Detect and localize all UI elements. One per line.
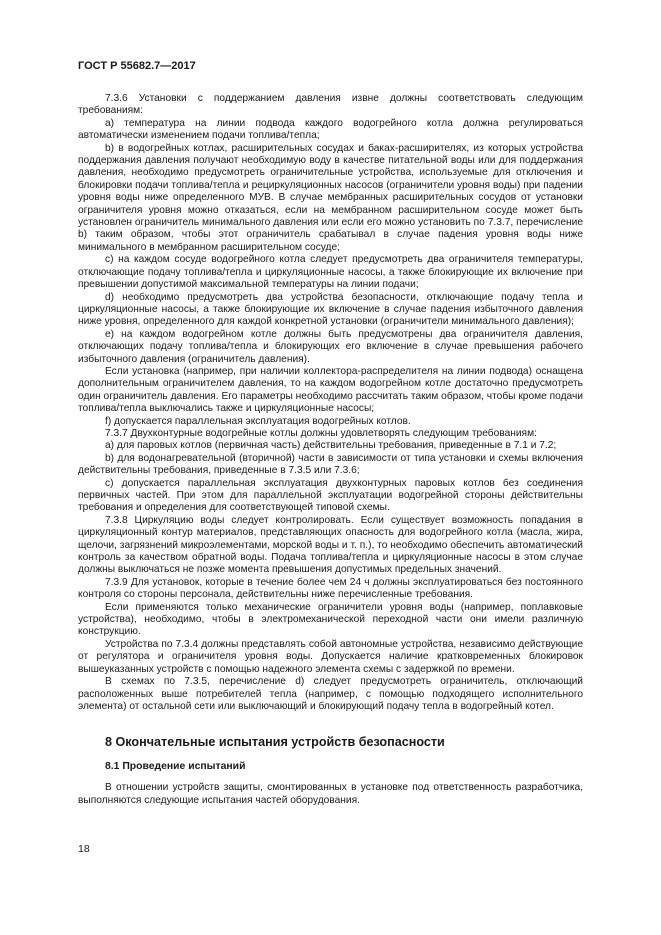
section-title: 8 Окончательные испытания устройств безопасности — [105, 735, 445, 750]
list-item-e: e) на каждом водогрейном котле должны быть предусмотрены два ограничителя давления, отключающих подачу топлива/тепла и блокирующих его включение в случае превышения рабочего избыточного давления (ограничитель давления). — [78, 328, 583, 365]
list-item-a: а) температура на линии подвода каждого водогрейного котла должна регулироваться автоматически изменением подачи топлива/тепла; — [78, 117, 583, 142]
list-item-b-2: b) для водонагревательной (вторичной) части в зависимости от типа установки и схемы включения действительны требования, приведенные в 7.3.5 или 7.3.6; — [78, 452, 583, 477]
list-item-f: f) допускается параллельная эксплуатация водогрейных котлов. — [105, 415, 411, 427]
paragraph-7-3-8: 7.3.8 Циркуляцию воды следует контролировать. Если существует возможность попадания в циркуляционный контур материалов, представляющих опасность для водогрейного котла (масла, жира, щелочи, загрязнений микроэлементами, морской воды и т. п.), то необходимо обеспечить автоматический контроль за качеством обратной воды. Подача топлива/тепла и циркуляционные насосы в этом случае должны выключаться не позже момента превышения допустимых предельных значений. — [78, 514, 583, 576]
document-header: ГОСТ Р 55682.7—2017 — [78, 60, 196, 72]
paragraph-autonomous-devices: Устройства по 7.3.4 должны представлять собой автономные устройства, независимо действующие от регулятора и ограничителя уровня воды. Допускается наличие кратковременных блокировок вышеуказанных устройств с помощью надежного элемента схемы с задержкой по времени. — [78, 638, 583, 675]
subsection-title: 8.1 Проведение испытаний — [105, 761, 246, 773]
list-item-c: c) на каждом сосуде водогрейного котла следует предусмотреть два ограничителя температуры, отключающие подачу топлива/тепла и циркуляционные насосы, а также блокирующие их включение при превышении допустимой максимальной температуры на линии подачи; — [78, 254, 583, 291]
paragraph-7-3-9: 7.3.9 Для установок, которые в течение более чем 24 ч должны эксплуатироваться без постоянного контроля со стороны персонала, действительны ниже перечисленные требования. — [78, 576, 583, 601]
paragraph-extra-limiter: Если установка (например, при наличии коллектора-распределителя на линии подвода) оснащена дополнительным ограничителем давления, то на каждом водогрейном котле достаточно предусмотреть один ограничитель давления. Его параметры необходимо рассчитать таким образом, чтобы кроме подачи топлива/тепла выключались также и циркуляционные насосы; — [78, 365, 583, 415]
document-body — [78, 93, 583, 807]
paragraph-7-3-7: 7.3.7 Двухконтурные водогрейные котлы должны удовлетворять следующим требованиям: — [105, 427, 537, 439]
list-item-d: d) необходимо предусмотреть два устройства безопасности, отключающие подачу тепла и циркуляционные насосы, а также блокирующие их включение в случае падения избыточного давления ниже уровня, определенного для каждой конкретной установки (ограничители минимального давления); — [78, 291, 583, 328]
page-number: 18 — [78, 843, 90, 855]
section-paragraph: В отношении устройств защиты, смонтированных в установке под ответственность разработчика, выполняются следующие испытания частей оборудования. — [78, 782, 583, 806]
list-item-b: b) в водогрейных котлах, расширительных сосудах и баках-расширителях, из которых устройства поддержания давления получают необходимую воду в качестве питательной воды или для поддержания давления, необходимо предусмотреть ограничительные устройства, используемые для отключения и блокировки подачи топлива/тепла и рециркуляционных насосов (ограничители уровня воды) при падении уровня воды ниже определенного МУВ. В случае мембранных расширительных сосудов от установки ограничителя уровня можно отказаться, если на мембранном расширительном сосуде может быть установлен ограничитель минимального давления или если его можно установить по 7.3.7, перечисление b) таким образом, чтобы этот ограничитель срабатывал в случае падения уровня воды ниже минимального в мембранном расширительном сосуде; — [78, 142, 583, 253]
list-item-c-2: c) допускается параллельная эксплуатация двухконтурных паровых котлов без соединения первичных частей. При этом для параллельной эксплуатации водогрейной стороны действительны требования и определения для соответствующей типовой схемы. — [78, 477, 583, 514]
list-item-a-2: a) для паровых котлов (первичная часть) действительны требования, приведенные в 7.1 и 7.2; — [105, 440, 557, 452]
paragraph-7-3-6: 7.3.6 Установки с поддержанием давления извне должны соответствовать следующим требованиям: — [78, 93, 583, 117]
paragraph-schemes-7-3-5: В схемах по 7.3.5, перечисление d) следует предусмотреть ограничитель, отключающий расположенных выше потребителей тепла (например, с помощью подходящего исполнительного элемента) от остальной сети или выключающий и блокирующий подачу тепла в водогрейный котел. — [78, 676, 583, 712]
paragraph-mechanical-limiters: Если применяются только механические ограничители уровня воды (например, поплавковые устройства), необходимо, чтобы в электромеханической переходной части они имели различную конструкцию. — [78, 601, 583, 638]
